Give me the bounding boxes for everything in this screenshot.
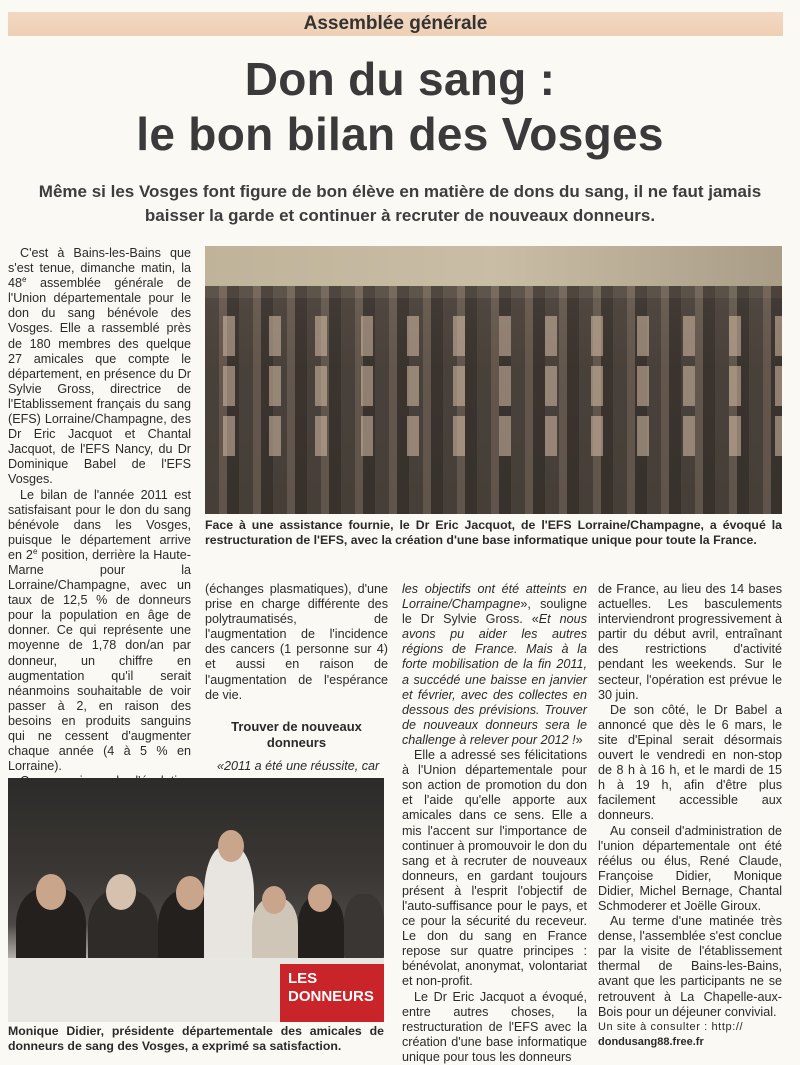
paragraph: «2011 a été une réussite, car [217,758,380,773]
speaker-photo [8,778,384,1022]
section-rubric: Assemblée générale [8,12,783,36]
paragraph: Le bilan de l'année 2011 est satisfaisant pour le don du sang bénévole dans les Vosges, puisque le département arrive en 2e position, derrière la Haute-Marne pour la Lorraine/Champagne, avec un taux de 12,5 % de donneurs pour la population en âge de donner. Ce qui représente une moyenne de 1,78 don/an par donneur, un chiffre en augmentation qu'il serait néanmoins souhaitable de voir passer à 2, en raison des besoins en produits sanguins qui ne cessent d'augmenter chaque année (4 à 5 % en Lorraine). [8,487,191,774]
photo-head [106,874,136,910]
paragraph: Au conseil d'administration de l'union départementale ont été réélus ou élus, René Claude, Françoise Didier, Monique Didier, Michel Bernage, Chantal Schmoderer et Joëlle Giroux. [598,823,782,913]
photo-caption-speaker: Monique Didier, présidente départementale des amicales de donneurs de sang des Vosges, a exprimé sa satisfaction. [8,1024,384,1053]
photo-person-speaker [204,846,254,966]
photo-row [205,366,782,406]
paragraph: (échanges plasmatiques), d'une prise en charge différente des polytraumatisés, de l'augmentation de l'incidence des cancers (1 personne sur 4) et aussi en raison de l'augmentation de l'espérance de vie. [205,582,388,702]
text-column-2 [205,582,388,774]
headline-line-2: le bon bilan des Vosges [136,108,664,160]
photo-person [344,894,384,964]
subheading: Trouver de nouveaux donneurs [231,718,362,750]
paragraph: les objectifs ont été atteints en Lorraine/Champagne», souligne le Dr Sylvie Gross. «Et nous avons pu aider les autres régions de France. Mais à la forte mobilisation de la fin 2011, a succédé une baisse en janvier et février, avec des collectes en dessous des prévisions. Trouver de nouveaux donneurs sera le challenge à relever pour 2012 !» [402,582,587,747]
photo-row [205,316,782,356]
photo-row [205,416,782,456]
article-lead: Même si les Vosges font figure de bon élève en matière de dons du sang, il ne faut jamais baisser la garde et continuer à recruter de nouveaux donneurs. [38,182,762,225]
text-column-3 [402,582,587,1065]
audience-photo [205,246,782,514]
website-link[interactable]: dondusang88.free.fr [598,1035,704,1048]
paragraph: Au terme d'une matinée très dense, l'assemblée s'est conclue par la visite de l'établissement thermal de Bains-les-Bains, avant que les participants ne se retrouvent à La Chapelle-aux-Bois pour un déjeuner convivial. [598,914,782,1019]
text-column-4 [598,582,782,1050]
paragraph: C'est à Bains-les-Bains que s'est tenue, dimanche matin, la 48e assemblée générale de l'Union départementale pour le don du sang bénévole des Vosges. Elle a rassemblé près de 180 membres des quelque 27 amicales que compte le département, en présence du Dr Sylvie Gross, directrice de l'Etablissement français du sang (EFS) Lorraine/Champagne, des Dr Eric Jacquot et Chantal Jacquot, de l'EFS Nancy, du Dr Dominique Babel de l'EFS Vosges. [8,246,191,487]
photo-head [36,874,66,910]
website-label: Un site à consulter : http:// [598,1020,744,1033]
paragraph: Elle a adressé ses félicitations à l'Union départementale pour son action de promotion du don et l'aide qu'elle apporte aux amicales dans ce sens. Elle a mis l'accent sur l'importance de continuer à promouvoir le don du sang et à recruter de nouveaux donneurs, en gardant toujours présent à l'esprit l'objectif de l'auto-suffisance pour le pays, et ce pour la sécurité du receveur. Le don du sang en France repose sur quatre principes : bénévolat, anonymat, volontariat et non-profit. [402,748,587,989]
paragraph: Le Dr Eric Jacquot a évoqué, entre autres choses, la restructuration de l'EFS avec la création d'une base informatique unique pour tous les donneurs [402,989,587,1064]
photo-head [176,876,204,910]
photo-head [262,886,286,914]
photo-banner: LES DONNEURS [280,964,384,1022]
photo-head [308,884,332,912]
headline-line-1: Don du sang : [244,53,556,105]
photo-head [218,830,244,862]
paragraph: de France, au lieu des 14 bases actuelles. Les basculements interviendront progressivement à partir du début avril, entraînant des restrictions d'activité pendant les weekends. Sur le secteur, l'opération est prévue le 30 juin. [598,582,782,702]
photo-caption-audience: Face à une assistance fournie, le Dr Eric Jacquot, de l'EFS Lorraine/Champagne, a évoqué la restructuration de l'EFS, avec la création d'une base informatique unique pour toute la France. [205,518,782,547]
text-column-1 [8,246,191,804]
paragraph: De son côté, le Dr Babel a annoncé que dès le 6 mars, le site d'Epinal serait désormais ouvert le vendredi en non-stop de 8 h à 16 h, et le mardi de 15 h à 19 h, afin d'être plus facilement accessible aux donneurs. [598,702,782,823]
article-headline [0,52,800,162]
